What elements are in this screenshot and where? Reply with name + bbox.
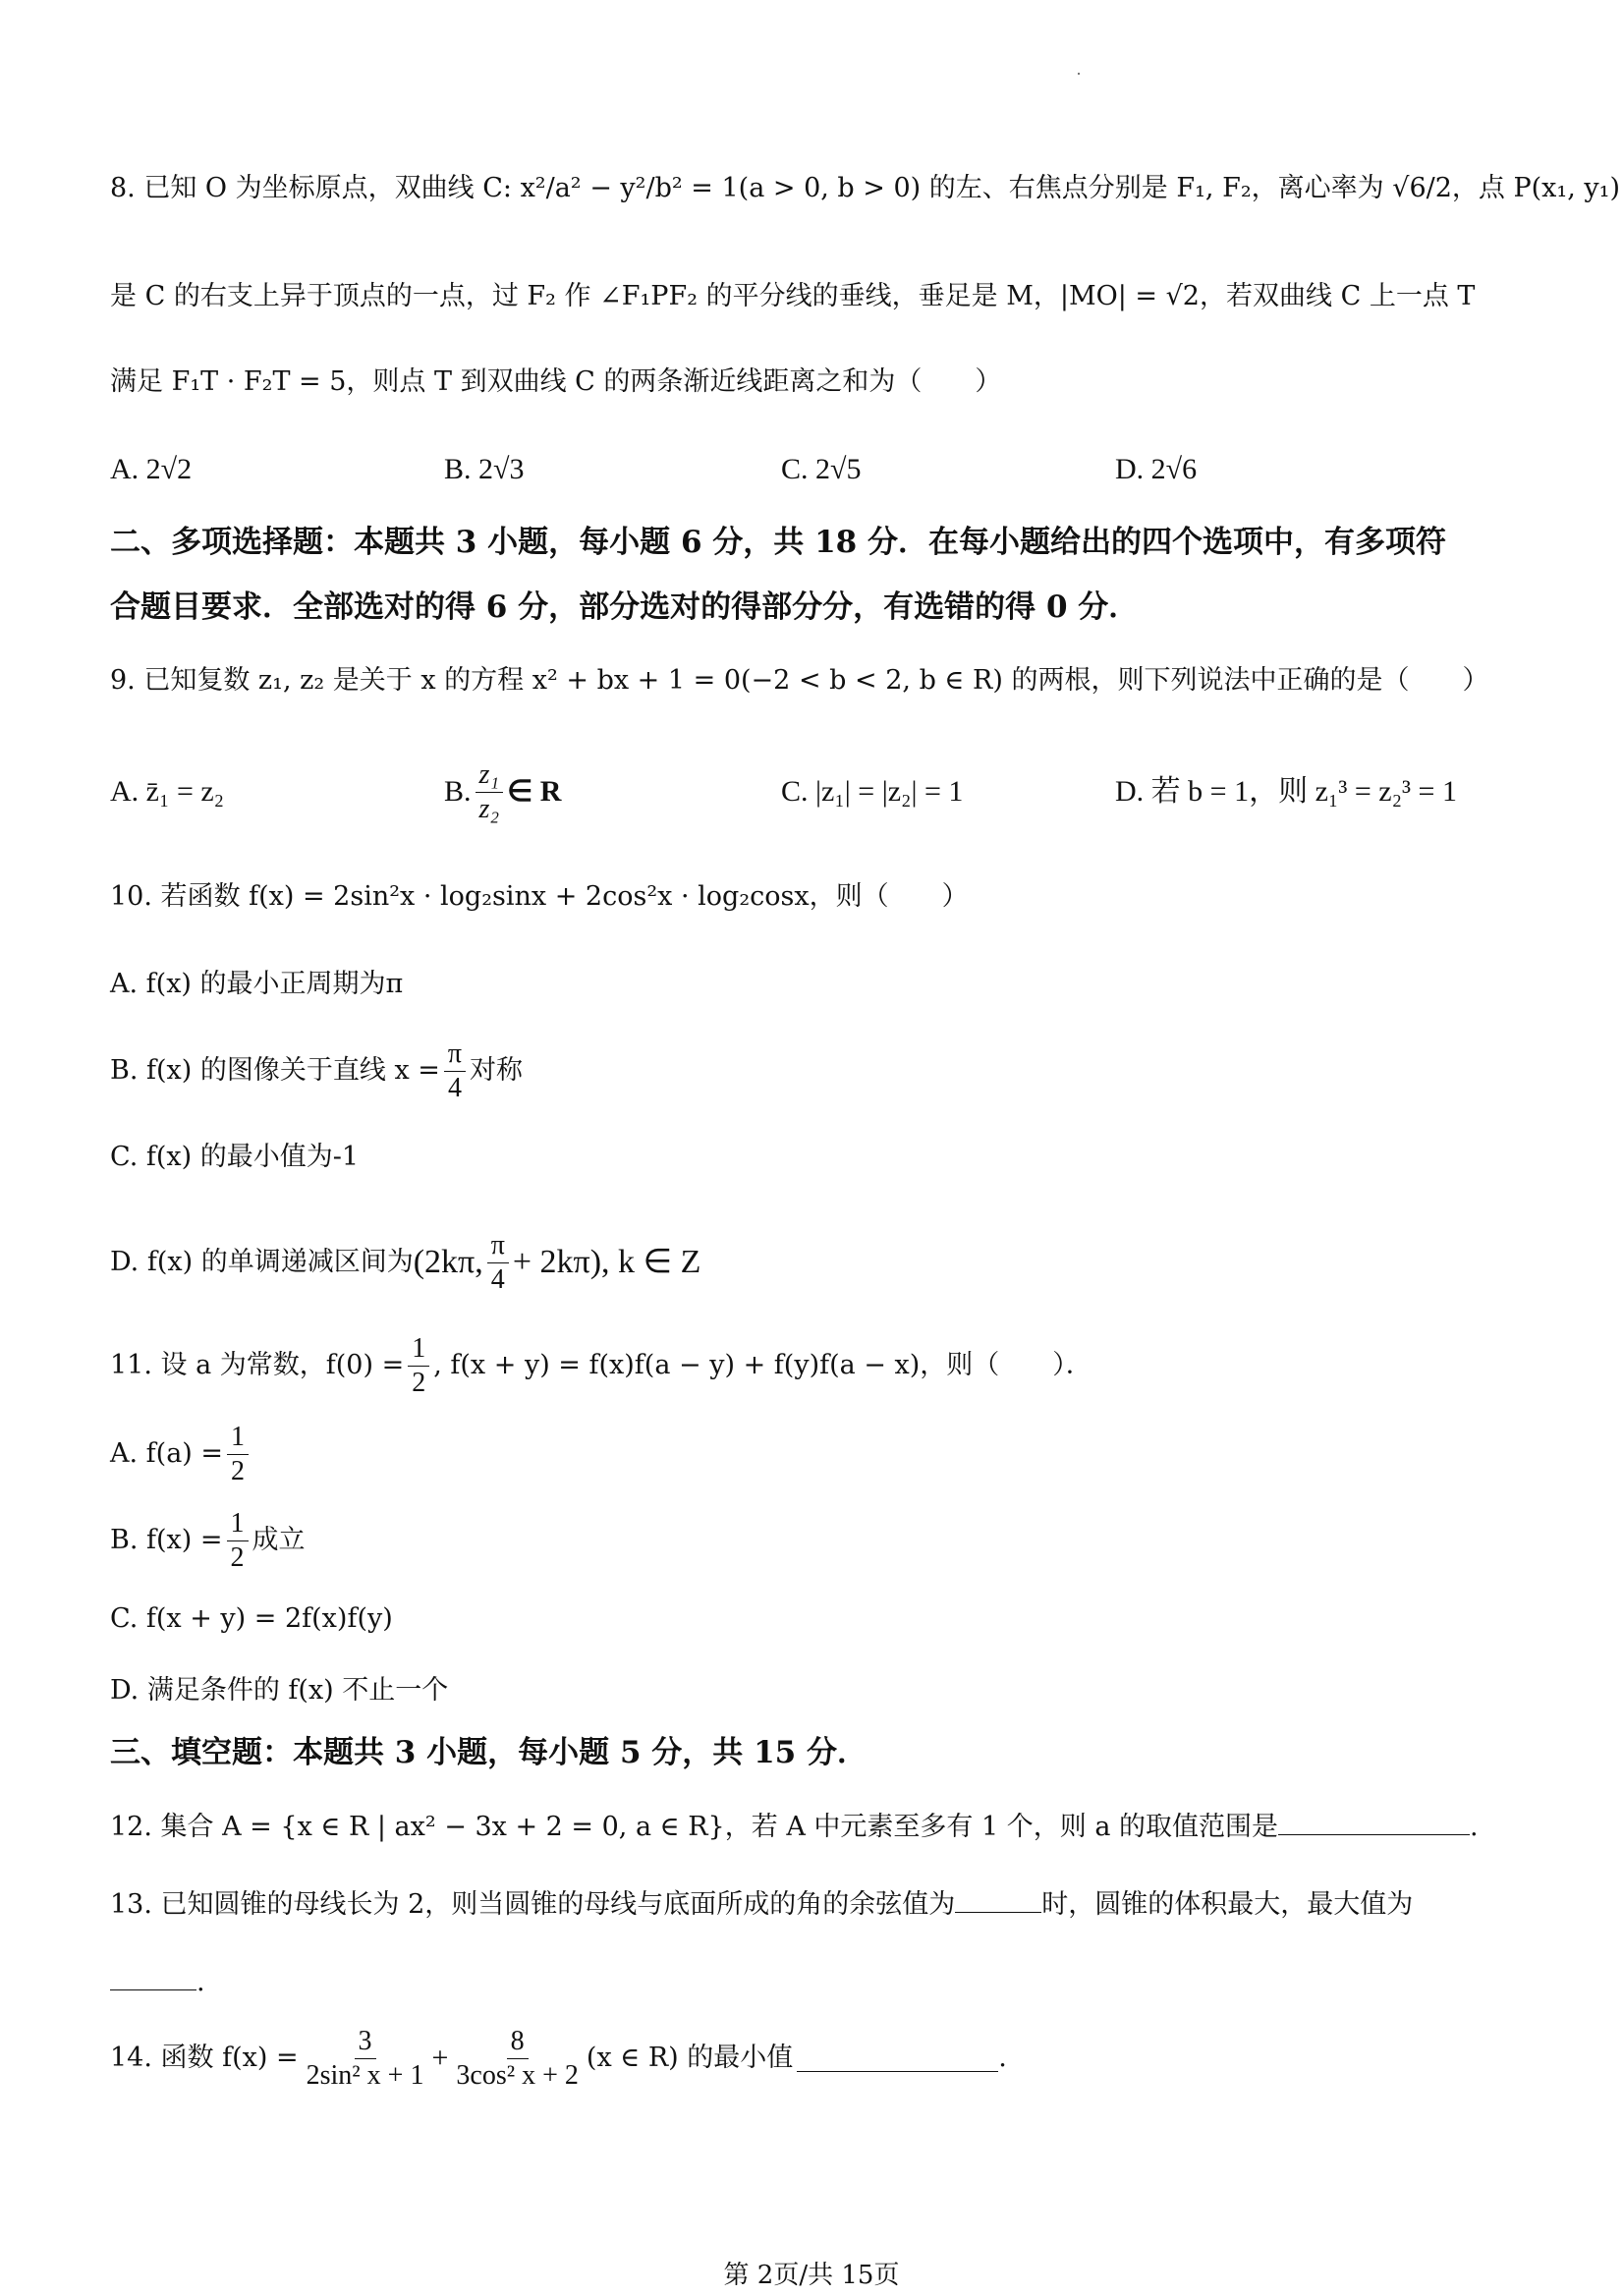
fraction-numerator: 1 <box>227 1421 249 1455</box>
section2-heading-line-1: 二、多项选择题：本题共 3 小题，每小题 6 分，共 18 分．在每小题给出的四个选项中，有多项符 <box>110 525 1447 560</box>
q10-option-b-fraction <box>444 1037 466 1105</box>
q14-text: 14. 函数 f(x) = <box>110 2043 299 2073</box>
fraction-denominator: z₂ <box>478 793 500 824</box>
fraction-numerator: 1 <box>227 1507 249 1541</box>
q10-option-d-text: D. f(x) 的单调递减区间为 <box>110 1247 414 1277</box>
q10-option-d-fraction <box>487 1229 509 1297</box>
fraction-denominator: 2 <box>230 1541 245 1573</box>
page-number-footer: 第 2页/共 15页 <box>723 2261 900 2290</box>
q9-option-b-fraction <box>476 758 504 826</box>
q13-text-b: 时，圆锥的体积最大，最大值为 <box>1041 1889 1414 1920</box>
q14-text-tail: (x ∈ R) 的最小值 <box>586 2043 794 2073</box>
q14-line <box>110 2014 1007 2102</box>
q8-option-b: B. 2√3 <box>444 453 525 485</box>
q11-stem-fraction <box>408 1332 429 1400</box>
q10-option-b <box>110 1032 523 1110</box>
q14-fraction-1 <box>303 2025 428 2093</box>
q12-line <box>110 1808 1479 1847</box>
q14-end: . <box>998 2043 1007 2073</box>
q11-option-a-text: A. f(a) = <box>110 1438 224 1469</box>
q12-end: . <box>1470 1812 1479 1842</box>
section3-heading: 三、填空题：本题共 3 小题，每小题 5 分，共 15 分． <box>110 1735 868 1770</box>
q10-option-d-open: (2kπ, <box>413 1244 483 1280</box>
fraction-numerator: 3 <box>355 2025 376 2059</box>
fraction-denominator: 3cos² x + 2 <box>456 2059 579 2091</box>
fraction-denominator: 2 <box>231 1455 246 1486</box>
fraction-numerator: π <box>444 1037 466 1072</box>
q14-plus: + <box>431 2042 449 2074</box>
scan-speck <box>1078 73 1080 75</box>
q9-option-d: D. 若 b = 1，则 z₁³ = z₂³ = 1 <box>1115 775 1457 808</box>
q10-stem: 10. 若函数 f(x) = 2sin²x · log₂sinx + 2cos²x · log₂cosx，则（ ） <box>110 881 969 912</box>
fraction-denominator: 2 <box>412 1367 426 1398</box>
q11-option-d: D. 满足条件的 f(x) 不止一个 <box>110 1675 449 1706</box>
q12-answer-blank[interactable] <box>1278 1809 1470 1835</box>
fraction-denominator: 4 <box>447 1072 462 1103</box>
fraction-numerator: 1 <box>408 1332 429 1367</box>
q10-option-c: C. f(x) 的最小值为-1 <box>110 1142 360 1172</box>
q10-option-b-text: B. f(x) 的图像关于直线 x = <box>110 1055 440 1086</box>
q8-option-c: C. 2√5 <box>781 453 862 485</box>
q11-option-b <box>110 1501 306 1580</box>
q11-stem-text: 11. 设 a 为常数，f(0) = <box>110 1350 405 1380</box>
q8-option-d: D. 2√6 <box>1115 453 1198 485</box>
q14-fraction-2 <box>452 2025 583 2093</box>
q13-line-2 <box>110 1963 205 2002</box>
q13-line-1 <box>110 1885 1413 1925</box>
q11-option-a <box>110 1415 252 1493</box>
q9-option-a: A. z̄₁ = z₂ <box>110 775 225 808</box>
fraction-numerator: π <box>487 1229 509 1263</box>
q9-stem: 9. 已知复数 z₁, z₂ 是关于 x 的方程 x² + bx + 1 = 0(−2 < b < 2, b ∈ R) 的两根，则下列说法中正确的是（ ） <box>110 665 1489 696</box>
q13-end: . <box>196 1967 205 1997</box>
q11-option-b-fraction <box>227 1507 249 1575</box>
q8-line-2: 是 C 的右支上异于顶点的一点，过 F₂ 作 ∠F₁PF₂ 的平分线的垂线，垂足是 M，|MO| = √2，若双曲线 C 上一点 T <box>110 281 1476 311</box>
q9-option-b-label: B. <box>444 775 472 808</box>
q11-option-a-fraction <box>227 1421 249 1488</box>
q11-option-c: C. f(x + y) = 2f(x)f(y) <box>110 1603 393 1634</box>
q10-option-b-tail: 对称 <box>470 1055 524 1086</box>
q8-option-a: A. 2√2 <box>110 453 193 485</box>
q11-option-b-text: B. f(x) = <box>110 1525 223 1555</box>
q9-option-b <box>444 752 561 832</box>
fraction-numerator: z₁ <box>476 758 504 793</box>
section2-heading-line-2: 合题目要求．全部选对的得 6 分，部分选对的得部分分，有选错的得 0 分． <box>110 589 1140 625</box>
q13-text-a: 13. 已知圆锥的母线长为 2，则当圆锥的母线与底面所成的角的余弦值为 <box>110 1889 956 1920</box>
q9-option-b-tail: ∈ R <box>507 775 562 808</box>
fraction-denominator: 4 <box>490 1263 505 1295</box>
q11-stem-tail: , f(x + y) = f(x)f(a − y) + f(y)f(a − x)，则（ ）． <box>433 1350 1092 1380</box>
q10-option-d-tail: + 2kπ), k ∈ Z <box>512 1244 701 1280</box>
q14-answer-blank[interactable] <box>797 2045 998 2072</box>
fraction-denominator: 2sin² x + 1 <box>306 2059 424 2091</box>
q13-answer-blank-2[interactable] <box>110 1964 196 1990</box>
q8-line-1: 8. 已知 O 为坐标原点，双曲线 C: x²/a² − y²/b² = 1(a > 0, b > 0) 的左、右焦点分别是 F₁, F₂，离心率为 √6/2，点 P(x₁, y₁) <box>110 173 1621 203</box>
q10-option-a: A. f(x) 的最小正周期为π <box>110 969 404 999</box>
q11-stem <box>110 1326 1092 1405</box>
q10-option-d <box>110 1218 700 1307</box>
q8-line-3: 满足 F₁T · F₂T = 5，则点 T 到双曲线 C 的两条渐近线距离之和为（ ） <box>110 366 1002 397</box>
q12-text: 12. 集合 A = {x ∈ R | ax² − 3x + 2 = 0, a ∈ R}，若 A 中元素至多有 1 个，则 a 的取值范围是 <box>110 1812 1279 1842</box>
q11-option-b-tail: 成立 <box>252 1525 306 1555</box>
q9-option-c: C. |z₁| = |z₂| = 1 <box>781 775 964 808</box>
q13-answer-blank-1[interactable] <box>955 1886 1041 1913</box>
fraction-numerator: 8 <box>507 2025 529 2059</box>
